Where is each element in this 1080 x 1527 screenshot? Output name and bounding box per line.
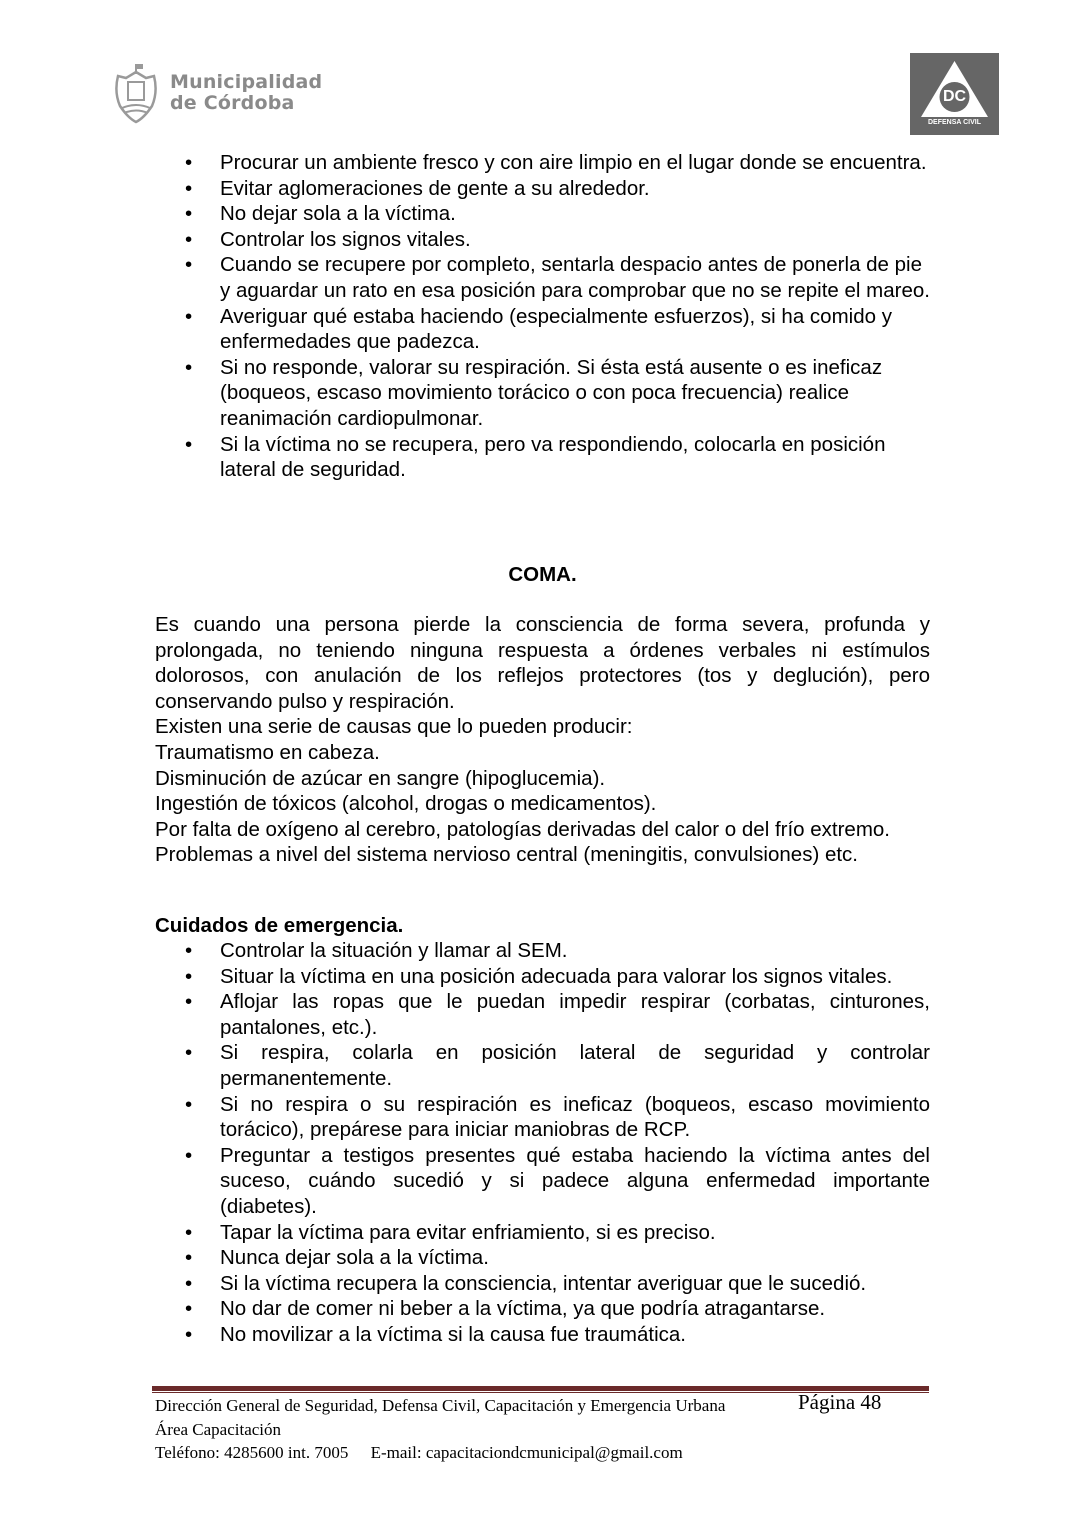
list-item: • No movilizar a la víctima si la causa fue traumática. — [185, 1322, 686, 1346]
list-item-text: Procurar un ambiente fresco y con aire limpio en el lugar donde se encuentra. — [220, 151, 927, 174]
list-item: • Preguntar a testigos presentes qué estaba haciendo la víctima antes del suceso, cuándo sucedió y si padece alguna enfermedad importante (diabetes). — [185, 1143, 930, 1218]
cause-item: Problemas a nivel del sistema nervioso central (meningitis, convulsiones) etc. — [155, 843, 859, 867]
list-item: • No dejar sola a la víctima. — [185, 202, 456, 226]
recovery-care-list — [155, 150, 930, 483]
list-item-text: Cuando se recupere por completo, sentarla despacio antes de ponerla de pie y aguardar un rato en esa posición para comprobar que no se repite el mareo. — [220, 253, 930, 302]
list-item: • Si la víctima recupera la consciencia, intentar averiguar que le sucedió. — [185, 1271, 867, 1295]
defensa-civil-logo — [910, 53, 999, 135]
list-item: • Tapar la víctima para evitar enfriamiento, si es preciso. — [185, 1220, 716, 1244]
list-item: • Cuando se recupere por completo, sentarla despacio antes de ponerla de pie y aguardar un rato en esa posición para comprobar que no se repite el mareo. — [185, 253, 930, 302]
list-item: • Aflojar las ropas que le puedan impedir respirar (corbatas, cinturones, pantalones, etc.). — [185, 990, 930, 1039]
dc-initials: DC — [942, 88, 967, 105]
footer-phone: Teléfono: 4285600 int. 7005 — [155, 1443, 349, 1462]
page-number: Página 48 — [798, 1390, 882, 1414]
footer-department: Dirección General de Seguridad, Defensa Civil, Capacitación y Emergencia Urbana — [155, 1396, 726, 1415]
list-item-text: Si la víctima no se recupera, pero va respondiendo, colocarla en posición lateral de seguridad. — [220, 432, 886, 482]
list-item-text: Preguntar a testigos presentes qué estaba haciendo la víctima antes del suceso, cuándo sucedió y si padece alguna enfermedad importante (diabetes). — [220, 1143, 930, 1218]
list-item-text: Averiguar qué estaba haciendo (especialmente esfuerzos), si ha comido y enfermedades que padezca. — [220, 304, 892, 354]
list-item: • Controlar los signos vitales. — [185, 227, 471, 251]
cause-item: Traumatismo en cabeza. — [155, 740, 380, 764]
coma-definition: Es cuando una persona pierde la consciencia de forma severa, profunda y prolongada, no teniendo ninguna respuesta a órdenes verbales ni estímulos dolorosos, con anulación de los reflejos protectores (tos y deglución), pero conservando pulso y respiración. — [155, 613, 930, 713]
municipalidad-cordoba-logo — [110, 62, 322, 124]
logo-text-line: Municipalidad — [170, 71, 323, 93]
list-item: • Si no respira o su respiración es ineficaz (boqueos, escaso movimiento torácico), prepárese para iniciar maniobras de RCP. — [185, 1092, 930, 1142]
list-item-text: No movilizar a la víctima si la causa fue traumática. — [220, 1322, 686, 1346]
list-item: • Evitar aglomeraciones de gente a su alrededor. — [185, 176, 650, 200]
emergency-heading: Cuidados de emergencia. — [155, 914, 404, 937]
section-title: COMA. — [508, 563, 577, 586]
list-item-text: Controlar la situación y llamar al SEM. — [220, 939, 568, 962]
list-item-text: Si respira, colarla en posición lateral de seguridad y controlar permanentemente. — [220, 1041, 930, 1090]
list-item: • Averiguar qué estaba haciendo (especialmente esfuerzos), si ha comido y enfermedades que padezca. — [185, 304, 892, 354]
list-item: • Nunca dejar sola a la víctima. — [185, 1246, 489, 1270]
list-item: • Si respira, colarla en posición lateral de seguridad y controlar permanentemente. — [185, 1041, 930, 1090]
list-item-text: Controlar los signos vitales. — [220, 227, 471, 251]
list-item-text: Nunca dejar sola a la víctima. — [220, 1246, 489, 1270]
list-item-text: No dar de comer ni beber a la víctima, ya que podría atragantarse. — [220, 1297, 826, 1321]
cause-item: Disminución de azúcar en sangre (hipoglucemia). — [155, 766, 606, 790]
list-item-text: Situar la víctima en una posición adecuada para valorar los signos vitales. — [220, 964, 893, 988]
list-item: • Procurar un ambiente fresco y con aire limpio en el lugar donde se encuentra. — [185, 151, 927, 174]
list-item: • Situar la víctima en una posición adecuada para valorar los signos vitales. — [185, 964, 893, 988]
footer — [155, 1390, 935, 1465]
causes-intro: Existen una serie de causas que lo pueden producir: — [155, 715, 633, 739]
dc-logo-label: DEFENSA CIVIL — [927, 119, 982, 126]
list-item: • Si la víctima no se recupera, pero va respondiendo, colocarla en posición lateral de seguridad. — [185, 432, 886, 482]
list-item-text: Si no respira o su respiración es ineficaz (boqueos, escaso movimiento torácico), prepárese para iniciar maniobras de RCP. — [220, 1092, 930, 1142]
emergency-care-list — [155, 938, 930, 1348]
footer-email: E-mail: capacitaciondcmunicipal@gmail.com — [370, 1443, 683, 1462]
list-item-text: Evitar aglomeraciones de gente a su alrededor. — [220, 176, 650, 200]
list-item-text: Si la víctima recupera la consciencia, intentar averiguar que le sucedió. — [220, 1271, 867, 1295]
coma-body — [155, 612, 930, 868]
coat-of-arms-icon — [110, 62, 162, 124]
logo-text-line: de Córdoba — [170, 92, 295, 114]
list-item: • No dar de comer ni beber a la víctima, ya que podría atragantarse. — [185, 1297, 826, 1321]
list-item-text: Aflojar las ropas que le puedan impedir respirar (corbatas, cinturones, pantalones, etc.). — [220, 990, 930, 1039]
list-item-text: Tapar la víctima para evitar enfriamiento, si es preciso. — [220, 1220, 716, 1244]
cause-item: Ingestión de tóxicos (alcohol, drogas o medicamentos). — [155, 792, 657, 816]
list-item: • Si no responde, valorar su respiración. Si ésta está ausente o es ineficaz (boqueos, escaso movimiento torácico o con poca frecuencia) realice reanimación cardiopulmonar. — [185, 355, 883, 430]
cause-item: Por falta de oxígeno al cerebro, patologías derivadas del calor o del frío extremo. — [155, 817, 891, 841]
footer-area: Área Capacitación — [155, 1419, 282, 1439]
list-item-text: Si no responde, valorar su respiración. Si ésta está ausente o es ineficaz (boqueos, escaso movimiento torácico o con poca frecuencia) realice reanimación cardiopulmonar. — [220, 355, 883, 430]
list-item-text: No dejar sola a la víctima. — [220, 202, 456, 226]
list-item: • Controlar la situación y llamar al SEM. — [185, 939, 568, 962]
